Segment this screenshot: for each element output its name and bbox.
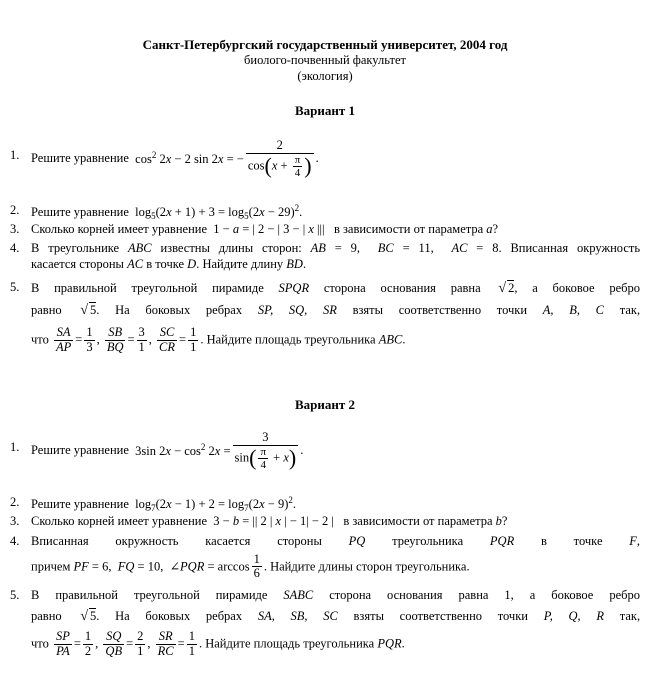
problem-text: Решите уравнение (31, 151, 129, 166)
v2-problem-2 (10, 495, 640, 514)
v1-problem-3: 3. Сколько корней имеет уравнение 1 − a = | 2 − | 3 − | x ||| в зависимости от параметра a? (10, 222, 499, 236)
problem-number: 2. (10, 495, 20, 509)
problem-text: Решите уравнение (31, 443, 129, 458)
problem-text: . Найдите длины сторон треугольника. (263, 559, 470, 574)
problem-number: 2. (10, 203, 20, 217)
problem-text: Решите уравнение (31, 205, 129, 219)
v1-problem-2 (10, 203, 640, 222)
problem-text: так, (619, 609, 641, 623)
v1-problem-5: 5. В правильной треугольной пирамиде SPQR сторона основания равна √ 2, а боковое ребро равно √ 5. На боковых ребрах SP, SQ, SR взяты соответственно точки A, B, C так, что $\frac{SA}{AP}$ = $\frac{1}{3}$ , $\frac{SB}{BQ}$ = $\frac{3}{1}$ , $\frac{SC}{CR}$ = $\frac{1}{1}$ . Найдите площадь треугольника ABC. (10, 280, 641, 354)
problem-text: известны длины сторон: (160, 241, 302, 255)
problem-number: 4. (10, 241, 20, 255)
problem-text: . Найдите площадь треугольника (200, 332, 376, 347)
problem-text: равно (31, 609, 62, 623)
problem-text: что (31, 636, 49, 651)
problem-text: сторона основания равна (323, 281, 481, 295)
problem-number: 3. (10, 514, 20, 528)
problem-text: треугольника (392, 534, 464, 548)
equation: 3 − b = || 2 | x | − 1| − 2 | (210, 514, 341, 528)
equation: 1 − a = | 2 − | 3 − | x ||| (210, 222, 331, 236)
problem-text: так, (619, 303, 641, 317)
problem-text: что (31, 332, 49, 347)
equation: $\log_5(2x + 1) + 3 = \log_5(2x - 29)^2$. (132, 203, 303, 221)
problem-text: . На боковых ребрах (96, 609, 243, 623)
problem-text: касается стороны (31, 256, 124, 271)
v2-problem-1: 1. Решите уравнение 3sin $2x - \cos^2 2x$ = 3 sin( $\frac{\pi}{4}$ + x) . (10, 430, 304, 471)
problem-text: Сколько корней имеет уравнение (31, 222, 208, 236)
problem-text: в точке (541, 534, 603, 548)
fraction: 3 sin( $\frac{\pi}{4}$ + x) (234, 430, 297, 471)
problem-number: 3. (10, 222, 20, 236)
problem-text: . На боковых ребрах (96, 303, 243, 317)
problem-text: равно (31, 303, 62, 317)
problem-number: 1. (10, 440, 20, 454)
problem-text: В правильной треугольной пирамиде (31, 588, 268, 602)
problem-text: в точке (146, 256, 185, 271)
problem-number: 5. (10, 588, 20, 602)
document-title: Санкт-Петербургский государственный университет, 2004 год (142, 37, 508, 52)
equation: $\cos^2 2x - 2$ sin 2x = − (132, 150, 244, 167)
v1-problem-4: 4. В треугольнике ABC известны длины сторон: AB = 9, BC = 11, AC = 8. Вписанная окружность касается стороны AC в точке D. Найдите длину BD. (10, 241, 641, 271)
variant-1-heading: Вариант 1 (294, 103, 356, 118)
faculty-line: биолого-почвенный факультет (244, 53, 406, 67)
problem-text: Сколько корней имеет уравнение (31, 514, 208, 528)
problem-text: . Найдите площадь треугольника (198, 636, 375, 651)
problem-text: взяты соответственно точки (353, 609, 528, 623)
problem-text: Вписанная окружность касается стороны (31, 534, 322, 548)
fraction: 2 cos(x + $\frac{\pi}{4}$ ) (247, 138, 312, 179)
problem-text: причем (31, 559, 71, 574)
equation: $\log_7(2x - 1) + 2 = \log_7(2x - 9)^2$. (132, 495, 296, 513)
problem-text: сторона основания равна 1, а боковое ребро (329, 588, 640, 602)
specialty-line: (экология) (297, 69, 353, 83)
v2-problem-4: 4. Вписанная окружность касается стороны PQ треугольника PQR в точке F, причем PF = 6, FQ = 10, ∠PQR = arccos $\frac{1}{6}$ . Найдите длины сторон треугольника. (10, 534, 641, 581)
problem-text: взяты соответственно точки (352, 303, 528, 317)
variant-2-heading: Вариант 2 (294, 397, 356, 412)
equation: 3sin $2x - \cos^2 2x$ = (132, 442, 231, 459)
problem-text: В правильной треугольной пирамиде (31, 281, 264, 295)
v1-problem-1: 1. Решите уравнение $\cos^2 2x - 2$ sin 2x = − 2 cos(x + $\frac{\pi}{4}$ ) . (10, 138, 319, 179)
problem-text: . Вписанная окружность (498, 241, 641, 255)
problem-number: 4. (10, 534, 20, 548)
problem-text: . Найдите длину (196, 256, 284, 271)
problem-text: В треугольнике (31, 241, 120, 255)
v2-problem-5: 5. В правильной треугольной пирамиде SABC сторона основания равна 1, а боковое ребро равно √ 5. На боковых ребрах SA, SB, SC взяты соответственно точки P, Q, R так, что $\frac{SP}{PA}$ = $\frac{1}{2}$ , $\frac{SQ}{QB}$ = $\frac{2}{1}$ , $\frac{SR}{RC}$ = $\frac{1}{1}$ . Найдите площадь треугольника PQR. (10, 588, 641, 658)
problem-tail: в зависимости от параметра (333, 222, 484, 236)
problem-number: 1. (10, 148, 20, 162)
problem-number: 5. (10, 280, 20, 294)
v2-problem-3: 3. Сколько корней имеет уравнение 3 − b = || 2 | x | − 1| − 2 | в зависимости от параметра b? (10, 514, 508, 528)
problem-tail: в зависимости от параметра (343, 514, 493, 528)
problem-text: , а боковое ребро (514, 281, 641, 295)
problem-text: Решите уравнение (31, 497, 129, 511)
